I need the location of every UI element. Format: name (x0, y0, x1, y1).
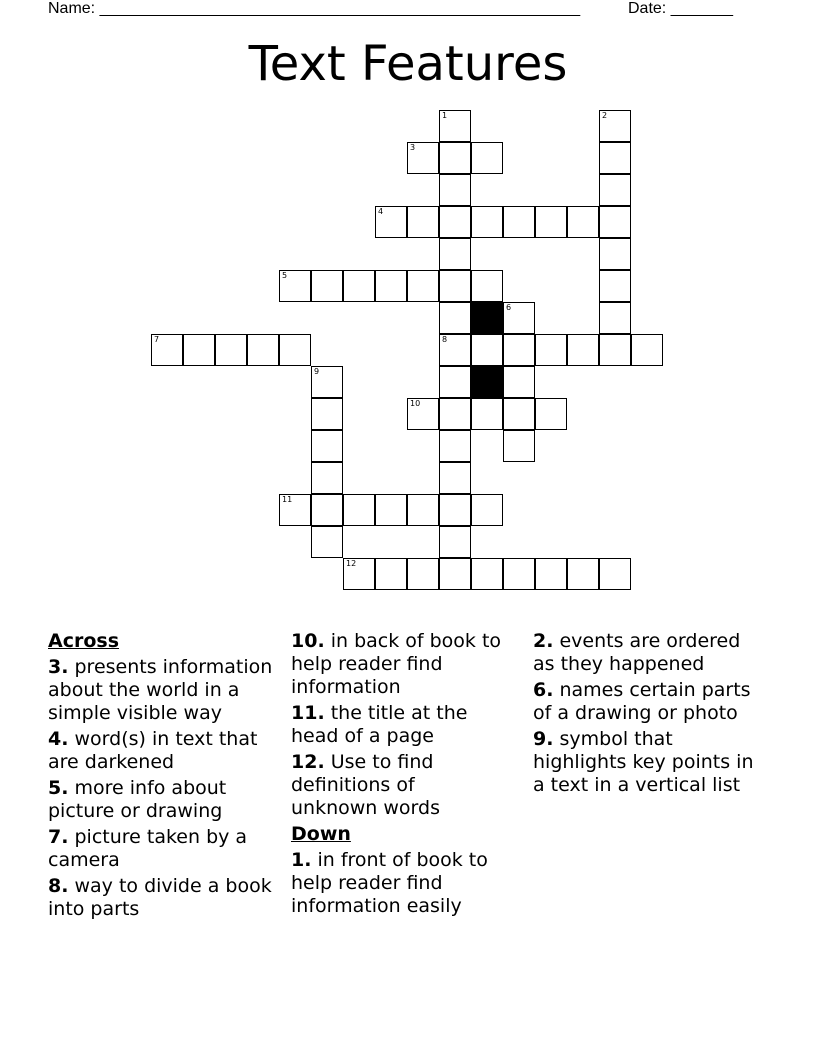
crossword-cell[interactable] (407, 270, 439, 302)
crossword-cell[interactable] (599, 238, 631, 270)
clue-number: 1. (291, 849, 312, 871)
crossword-cell[interactable] (599, 558, 631, 590)
crossword-cell[interactable] (407, 206, 439, 238)
crossword-cell[interactable] (439, 494, 471, 526)
crossword-cell[interactable] (311, 462, 343, 494)
blocked-cell (471, 302, 503, 334)
crossword-cell[interactable] (599, 174, 631, 206)
crossword-cell[interactable] (503, 558, 535, 590)
date-field-label[interactable]: Date: _______ (628, 0, 733, 17)
cell-number: 9 (314, 367, 320, 376)
clue-number: 6. (533, 679, 554, 701)
cell-number: 11 (282, 495, 293, 504)
crossword-cell[interactable] (535, 334, 567, 366)
crossword-cell[interactable] (311, 430, 343, 462)
crossword-cell[interactable] (471, 494, 503, 526)
crossword-cell[interactable] (375, 270, 407, 302)
clue-number: 5. (48, 777, 69, 799)
crossword-cell[interactable] (599, 206, 631, 238)
crossword-cell[interactable] (407, 558, 439, 590)
down-clue-list-continued (533, 630, 763, 797)
crossword-cell[interactable] (599, 270, 631, 302)
clue-number: 8. (48, 875, 69, 897)
crossword-cell[interactable] (471, 142, 503, 174)
crossword-cell[interactable] (279, 270, 311, 302)
crossword-cell[interactable] (439, 334, 471, 366)
cell-number: 8 (442, 335, 448, 344)
clue-item (533, 630, 763, 676)
clue-item (291, 630, 506, 699)
clue-number: 9. (533, 728, 554, 750)
crossword-cell[interactable] (503, 430, 535, 462)
clue-item (291, 751, 506, 820)
clue-item (48, 728, 280, 774)
clue-number: 4. (48, 728, 69, 750)
crossword-cell[interactable] (311, 366, 343, 398)
crossword-cell[interactable] (599, 142, 631, 174)
clue-text: in front of book to help reader find information easily (291, 849, 488, 917)
crossword-cell[interactable] (471, 206, 503, 238)
blocked-cell (471, 366, 503, 398)
crossword-cell[interactable] (439, 270, 471, 302)
crossword-cell[interactable] (343, 558, 375, 590)
crossword-cell[interactable] (439, 526, 471, 558)
cell-number: 12 (346, 559, 357, 568)
clue-text: the title at the head of a page (291, 702, 468, 747)
crossword-cell[interactable] (439, 366, 471, 398)
cell-number: 3 (410, 143, 416, 152)
across-clue-list (48, 656, 280, 921)
cell-number: 4 (378, 207, 384, 216)
clue-number: 2. (533, 630, 554, 652)
crossword-cell[interactable] (471, 398, 503, 430)
crossword-cell[interactable] (183, 334, 215, 366)
clue-item (291, 702, 506, 748)
crossword-cell[interactable] (343, 270, 375, 302)
crossword-cell[interactable] (439, 430, 471, 462)
crossword-cell[interactable] (439, 142, 471, 174)
clue-text: names certain parts of a drawing or photo (533, 679, 751, 724)
name-field-label[interactable]: Name: ______________________________________________________ (48, 0, 581, 17)
crossword-cell[interactable] (311, 270, 343, 302)
clue-number: 7. (48, 826, 69, 848)
crossword-cell[interactable] (503, 366, 535, 398)
clue-item (291, 849, 506, 918)
crossword-cell[interactable] (535, 558, 567, 590)
clue-number: 10. (291, 630, 325, 652)
crossword-cell[interactable] (503, 206, 535, 238)
cell-number: 10 (410, 399, 421, 408)
clue-number: 12. (291, 751, 325, 773)
crossword-cell[interactable] (279, 494, 311, 526)
crossword-cell[interactable] (311, 494, 343, 526)
crossword-cell[interactable] (503, 334, 535, 366)
crossword-cell[interactable] (503, 398, 535, 430)
crossword-cell[interactable] (279, 334, 311, 366)
clue-item (48, 826, 280, 872)
clue-item (533, 728, 763, 797)
clue-item (533, 679, 763, 725)
crossword-cell[interactable] (599, 110, 631, 142)
crossword-cell[interactable] (311, 398, 343, 430)
crossword-cell[interactable] (439, 398, 471, 430)
page-title: Text Features (248, 36, 568, 92)
cell-number: 7 (154, 335, 160, 344)
crossword-cell[interactable] (439, 302, 471, 334)
cell-number: 6 (506, 303, 512, 312)
crossword-cell[interactable] (503, 302, 535, 334)
clue-number: 3. (48, 656, 69, 678)
clue-text: way to divide a book into parts (48, 875, 272, 920)
clues-column-1 (48, 630, 280, 924)
crossword-cell[interactable] (439, 558, 471, 590)
crossword-cell[interactable] (343, 494, 375, 526)
clue-text: presents information about the world in a simple visible way (48, 656, 273, 724)
clue-text: more info about picture or drawing (48, 777, 227, 822)
clue-text: in back of book to help reader find information (291, 630, 502, 698)
crossword-cell[interactable] (375, 206, 407, 238)
across-clue-list-continued (291, 630, 506, 820)
crossword-cell[interactable] (375, 494, 407, 526)
crossword-cell[interactable] (439, 206, 471, 238)
crossword-cell[interactable] (151, 334, 183, 366)
crossword-cell[interactable] (215, 334, 247, 366)
crossword-cell[interactable] (567, 334, 599, 366)
crossword-cell[interactable] (439, 238, 471, 270)
crossword-cell[interactable] (407, 142, 439, 174)
clue-item (48, 875, 280, 921)
clue-text: word(s) in text that are darkened (48, 728, 258, 773)
crossword-cell[interactable] (311, 526, 343, 558)
crossword-cell[interactable] (407, 398, 439, 430)
crossword-cell[interactable] (471, 270, 503, 302)
crossword-cell[interactable] (599, 302, 631, 334)
crossword-cell[interactable] (439, 462, 471, 494)
clue-text: events are ordered as they happened (533, 630, 741, 675)
crossword-cell[interactable] (439, 174, 471, 206)
crossword-cell[interactable] (471, 334, 503, 366)
clue-text: Use to find definitions of unknown words (291, 751, 440, 819)
crossword-cell[interactable] (535, 398, 567, 430)
crossword-cell[interactable] (631, 334, 663, 366)
clue-text: picture taken by a camera (48, 826, 248, 871)
crossword-cell[interactable] (375, 558, 407, 590)
clue-number: 11. (291, 702, 325, 724)
crossword-cell[interactable] (535, 206, 567, 238)
crossword-cell[interactable] (599, 334, 631, 366)
clues-column-3 (533, 630, 763, 800)
cell-number: 2 (602, 111, 608, 120)
across-heading: Across (48, 630, 120, 652)
down-heading: Down (291, 823, 351, 845)
clue-text: symbol that highlights key points in a text in a vertical list (533, 728, 754, 796)
crossword-cell[interactable] (439, 110, 471, 142)
crossword-cell[interactable] (247, 334, 279, 366)
crossword-cell[interactable] (567, 206, 599, 238)
crossword-cell[interactable] (407, 494, 439, 526)
down-clue-list (291, 849, 506, 918)
cell-number: 1 (442, 111, 448, 120)
clue-item (48, 777, 280, 823)
clue-item (48, 656, 280, 725)
cell-number: 5 (282, 271, 288, 280)
crossword-cell[interactable] (567, 558, 599, 590)
clues-column-2 (291, 630, 506, 921)
crossword-cell[interactable] (471, 558, 503, 590)
